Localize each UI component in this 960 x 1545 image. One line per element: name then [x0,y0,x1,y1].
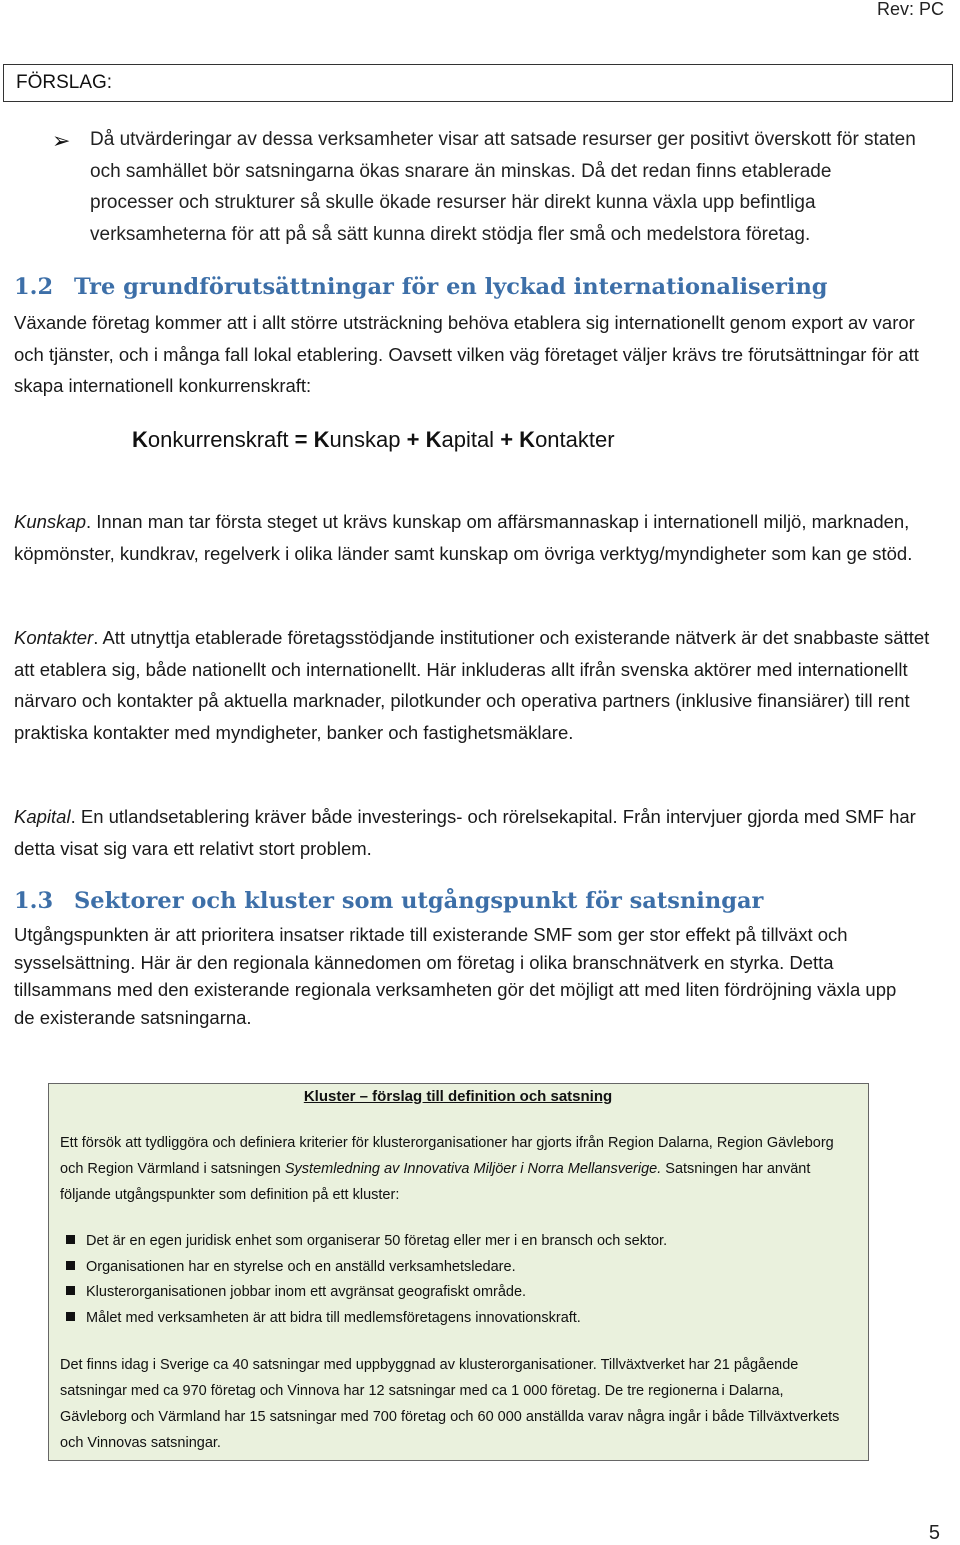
cluster-intro-text: Ett försök att tydliggöra och definiera kriterier för klusterorganisationer har gjorts ifrån Region Dalarna, Region Gävleborg och Region Värmland i satsningen [60,1135,834,1177]
kontakter-label: Kontakter [14,627,94,648]
formula-word: apital [441,427,495,452]
revision-label: Rev: PC [876,0,944,19]
list-item [66,1255,856,1281]
list-item [66,1229,856,1255]
formula-word: onkurrenskraft [147,427,289,452]
kunskap-paragraph [14,506,944,569]
formula-letter: K [132,427,148,452]
section-title: Sektorer och kluster som utgångspunkt för satsningar [74,888,764,914]
square-bullet-icon [66,1235,75,1244]
kontakter-paragraph [14,622,944,748]
formula-letter: K [313,427,330,452]
page-number: 5 [928,1522,940,1544]
forslag-label: FÖRSLAG: [16,72,113,93]
cluster-box-title: Kluster – förslag till definition och satsning [303,1088,613,1105]
list-item-text: Organisationen har en styrelse och en anställd verksamhetsledare. [86,1258,516,1275]
kapital-text: . En utlandsetablering kräver både investerings- och rörelsekapital. Från intervjuer gjorda med SMF har detta visat sig vara ett relativt stort problem. [14,806,916,859]
cluster-intro-italic: Systemledning av Innovativa Miljöer i Norra Mellansverige. [284,1161,662,1177]
section-title: Tre grundförutsättningar för en lyckad internationalisering [74,274,828,300]
kunskap-label: Kunskap [14,511,86,532]
list-item [66,1280,856,1306]
section-heading-1-2 [14,272,828,302]
arrow-bullet-icon: ➢ [52,128,71,153]
list-item-text: Klusterorganisationen jobbar inom ett avgränsat geografiskt område. [86,1284,527,1301]
formula-letter: K [425,427,442,452]
kapital-paragraph [14,801,944,864]
formula-letter: K [519,427,536,452]
section-1-2-intro: Växande företag kommer att i allt större utsträckning behöva etablera sig internationellt genom export av varor och tjänster, och i många fall lokal etablering. Oavsett vilken väg företaget väljer krävs tre förutsättningar för att skapa internationell konkurrenskraft: [14,312,919,396]
section-number: 1.3 [14,888,54,914]
cluster-box-closing: Det finns idag i Sverige ca 40 satsningar med uppbyggnad av klusterorganisationer. Tillväxtverket har 21 pågående satsningar med ca 970 företag och Vinnova har 12 satsningar med ca 1 000 företag. De tre regionerna i Dalarna, Gävleborg och Värmland har 15 satsningar med 700 företag och 60 000 anställda varav några ingår i både Tillväxtverkets och Vinnovas satsningar. [60,1357,840,1451]
list-item-text: Målet med verksamheten är att bidra till medlemsföretagens innovationskraft. [86,1310,581,1327]
list-item [66,1306,856,1332]
formula [132,425,615,455]
kontakter-text: . Att utnyttja etablerade företagsstödjande institutioner och existerande nätverk är det snabbaste sättet att etablera sig, både nationellt och internationellt. Här inkluderas allt ifrån svenska aktörer med internationellt närvaro och kontakter på aktuella marknader, pilotkunder och operativa partners (inklusive finansiärer) till rent praktiska kontakter med myndigheter, banker och fastighetsmäklare. [14,627,930,743]
square-bullet-icon [66,1312,75,1321]
formula-word: ontakter [535,427,615,452]
section-heading-1-3 [14,886,763,916]
kapital-label: Kapital [14,806,71,827]
list-item-text: Det är en egen juridisk enhet som organiserar 50 företag eller mer i en bransch och sektor. [86,1233,668,1249]
section-number: 1.2 [14,274,54,300]
formula-word: unskap [329,427,401,452]
section-1-3-text: Utgångspunkten är att prioritera insatser riktade till existerande SMF som ger stor effekt på tillväxt och sysselsättning. Här är den regionala kännedomen om företag i olika branschnätverk en styrka. Detta tillsammans med den existerande regionala verksamheten gör det möjligt att med liten fördröjning växla upp de existerande satsningarna. [14,924,897,1028]
square-bullet-icon [66,1286,75,1295]
cluster-intro-text: Satsningen har använt följande utgångspunkter som definition på ett kluster: [60,1161,811,1203]
square-bullet-icon [66,1261,75,1270]
formula-operator: = [294,427,308,452]
forslag-bullet-text: Då utvärderingar av dessa verksamheter visar att satsade resurser ger positivt överskott för staten och samhället bör satsningarna ökas snarare än minskas. Då det redan finns etablerade processer och strukturer så skulle ökade resurser här direkt kunna växla upp befintliga verksamheterna för att på så sätt kunna direkt stödja fler små och medelstora företag. [90,129,916,245]
formula-operator: + [406,427,420,452]
forslag-box [3,64,953,102]
cluster-criteria-list [66,1229,856,1332]
kunskap-text: . Innan man tar första steget ut krävs kunskap om affärsmannaskap i internationell miljö, marknaden, köpmönster, kundkrav, regelverk i olika länder samt kunskap om övriga verktyg/myndigheter som kan ge stöd. [14,511,913,564]
cluster-box-intro [60,1130,850,1208]
formula-operator: + [500,427,514,452]
